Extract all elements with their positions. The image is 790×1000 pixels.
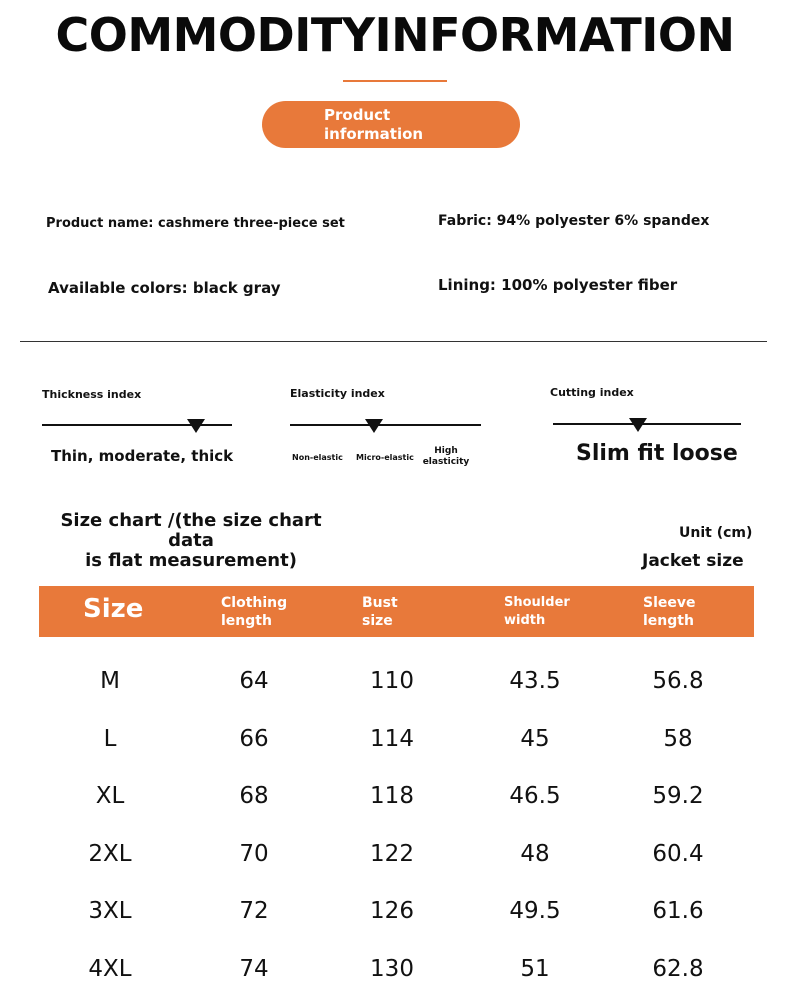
section-divider bbox=[20, 341, 767, 342]
unit-label: Unit (cm) bbox=[679, 525, 753, 541]
header-shoulder-line-1: Shoulder bbox=[504, 595, 570, 610]
cutting-scale-line bbox=[553, 423, 741, 425]
table-cell-clothing-length: 74 bbox=[239, 956, 269, 982]
header-shoulder-line-2: width bbox=[504, 613, 546, 628]
pill-line-2: information bbox=[324, 125, 424, 143]
table-cell-shoulder-width: 45 bbox=[520, 725, 550, 752]
jacket-size-label: Jacket size bbox=[642, 551, 744, 571]
page-title: COMMODITYINFORMATION bbox=[55, 8, 735, 62]
table-cell-bust-size: 114 bbox=[370, 725, 414, 752]
table-cell-bust-size: 122 bbox=[370, 840, 414, 867]
elasticity-option-high bbox=[418, 446, 474, 468]
elasticity-high-line-2: elasticity bbox=[422, 457, 470, 467]
table-cell-clothing-length: 66 bbox=[239, 725, 269, 752]
size-chart-title bbox=[36, 511, 346, 571]
header-clothing-length-line-2: length bbox=[221, 613, 272, 629]
table-cell-bust-size: 118 bbox=[370, 783, 414, 810]
pill-line-1: Product bbox=[324, 106, 391, 124]
header-clothing-length-line-1: Clothing bbox=[221, 595, 288, 611]
table-cell-sleeve-length: 60.4 bbox=[652, 840, 704, 867]
lining-info: Lining: 100% polyester fiber bbox=[438, 276, 678, 294]
elasticity-scale-line bbox=[290, 424, 481, 426]
table-cell-size: M bbox=[100, 668, 120, 694]
elasticity-high-line-1: High bbox=[434, 446, 458, 456]
thickness-marker-icon bbox=[187, 419, 205, 433]
elasticity-option-micro-elastic: Micro-elastic bbox=[356, 453, 414, 462]
header-sleeve-length bbox=[643, 594, 696, 630]
table-cell-sleeve-length: 61.6 bbox=[652, 898, 704, 925]
table-cell-shoulder-width: 51 bbox=[520, 956, 550, 982]
elasticity-marker-icon bbox=[365, 419, 383, 433]
available-colors: Available colors: black gray bbox=[48, 279, 281, 297]
size-chart-title-line-2: is flat measurement) bbox=[85, 550, 297, 571]
table-cell-size: 4XL bbox=[88, 956, 132, 982]
table-cell-sleeve-length: 59.2 bbox=[652, 783, 704, 810]
cutting-marker-icon bbox=[629, 418, 647, 432]
table-cell-sleeve-length: 56.8 bbox=[652, 668, 704, 694]
table-cell-clothing-length: 68 bbox=[239, 783, 269, 810]
thickness-index-label: Thickness index bbox=[42, 388, 142, 401]
elasticity-index-label: Elasticity index bbox=[290, 387, 385, 400]
table-cell-sleeve-length: 58 bbox=[663, 725, 693, 752]
table-cell-size: XL bbox=[95, 783, 125, 810]
table-cell-shoulder-width: 49.5 bbox=[509, 898, 561, 925]
product-info-pill bbox=[262, 101, 520, 148]
table-cell-sleeve-length: 62.8 bbox=[652, 956, 704, 982]
table-cell-bust-size: 110 bbox=[370, 668, 414, 694]
table-cell-shoulder-width: 48 bbox=[520, 840, 550, 867]
thickness-scale-text: Thin, moderate, thick bbox=[51, 447, 234, 465]
size-table-header bbox=[39, 586, 754, 637]
table-cell-size: 3XL bbox=[88, 898, 132, 925]
table-cell-shoulder-width: 43.5 bbox=[509, 668, 561, 694]
header-shoulder-width bbox=[504, 594, 570, 630]
header-size: Size bbox=[83, 594, 144, 624]
header-clothing-length bbox=[221, 594, 287, 630]
fabric-info: Fabric: 94% polyester 6% spandex bbox=[438, 213, 710, 229]
header-bust-size bbox=[362, 594, 398, 630]
header-bust-line-1: Bust bbox=[362, 595, 398, 611]
header-sleeve-line-2: length bbox=[643, 613, 694, 629]
cutting-scale-text: Slim fit loose bbox=[576, 441, 738, 466]
title-underline bbox=[343, 80, 447, 82]
table-cell-size: L bbox=[103, 725, 117, 752]
table-cell-clothing-length: 64 bbox=[239, 668, 269, 694]
table-cell-clothing-length: 70 bbox=[239, 840, 269, 867]
size-chart-title-line-1: Size chart /(the size chart data bbox=[60, 510, 322, 551]
table-cell-size: 2XL bbox=[88, 840, 132, 867]
product-name: Product name: cashmere three-piece set bbox=[46, 216, 345, 231]
table-cell-bust-size: 130 bbox=[370, 956, 414, 982]
table-cell-clothing-length: 72 bbox=[239, 898, 269, 925]
cutting-index-label: Cutting index bbox=[550, 386, 634, 399]
header-bust-line-2: size bbox=[362, 613, 393, 629]
elasticity-option-non-elastic: Non-elastic bbox=[292, 453, 343, 462]
table-cell-shoulder-width: 46.5 bbox=[509, 783, 561, 810]
header-sleeve-line-1: Sleeve bbox=[643, 595, 696, 611]
table-cell-bust-size: 126 bbox=[370, 898, 414, 925]
